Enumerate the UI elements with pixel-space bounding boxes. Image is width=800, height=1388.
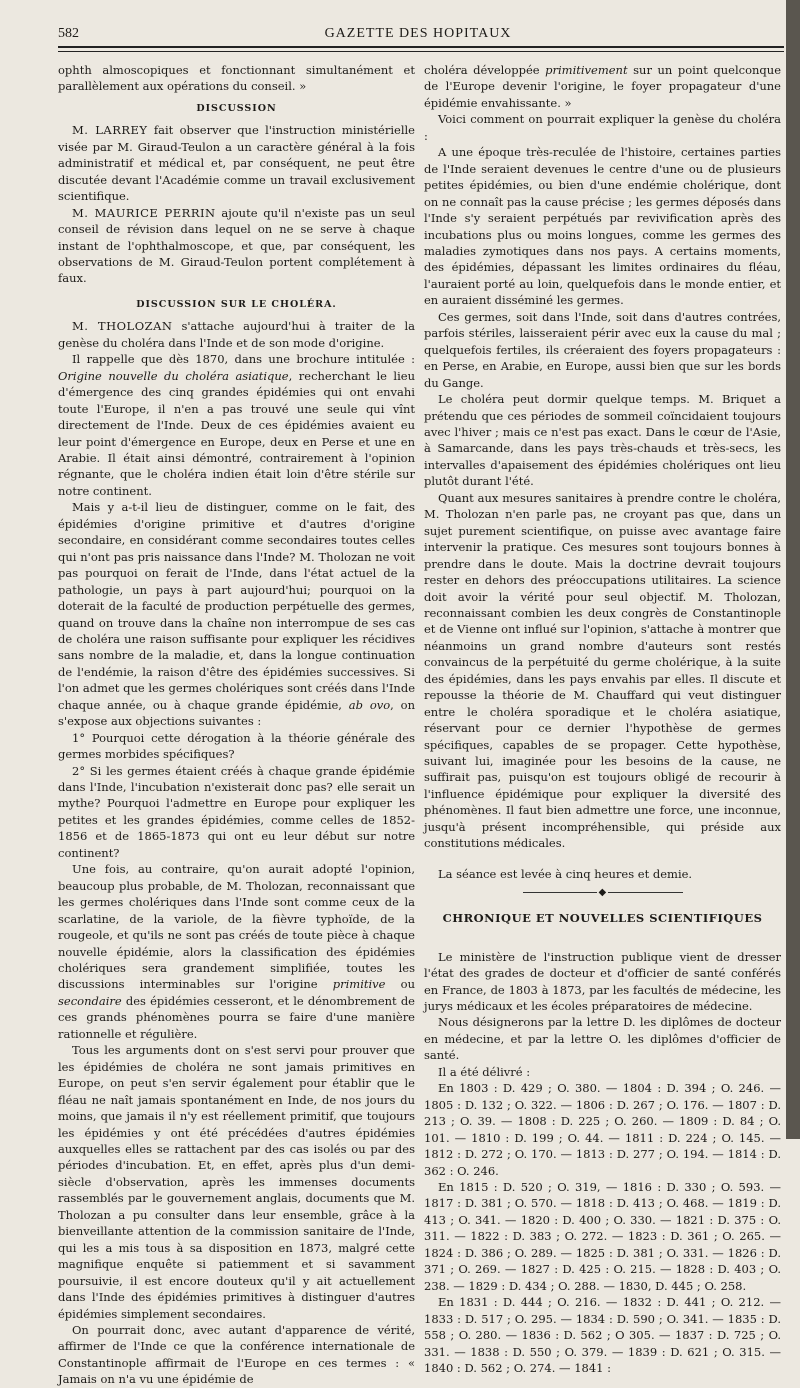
paragraph-text: ou bbox=[385, 977, 415, 992]
paragraph bbox=[424, 62, 781, 111]
paragraph: Nous désignerons par la lettre D. les diplômes de docteur en médecine, et par la lettre O. les diplômes d'officier de santé. bbox=[424, 1015, 781, 1063]
page-edge-shadow bbox=[786, 0, 800, 1139]
right-column bbox=[424, 62, 781, 1376]
journal-title: GAZETTE DES HOPITAUX bbox=[324, 26, 512, 41]
paragraph bbox=[58, 861, 415, 1042]
emphasis: primitivement bbox=[545, 63, 628, 77]
paragraph-text: Il rappelle que dès 1870, dans une brochure intitulée : bbox=[72, 352, 415, 367]
paragraph-text: ajoute qu'il n'existe pas un seul conseil de révision dans lequel on ne se serve à chaque instant de l'ophthalmoscope, et que, par conséquent, les observations de M. Giraud-Teulon portent complétement à faux. bbox=[58, 205, 415, 286]
paragraph: Ces germes, soit dans l'Inde, soit dans d'autres contrées, parfois stériles, laisseraient périr avec eux la cause du mal ; quelquefois fertiles, ils créeraient des foyers propagateurs : en Perse, en Arabie, en Europe, aussi bien que sur les bords du Gange. bbox=[424, 309, 781, 390]
spacer bbox=[424, 939, 781, 949]
paragraph: ophth almoscopiques et fonctionnant simultanément et parallèlement aux opérations du conseil. » bbox=[58, 63, 415, 94]
paragraph-text: sur un point quelconque de l'Europe devenir l'origine, le foyer propagateur d'une épidémie envahissante. » bbox=[424, 63, 782, 110]
paragraph bbox=[58, 205, 415, 287]
paragraph: Voici comment on pourrait expliquer la genèse du choléra : bbox=[424, 112, 781, 143]
paragraph: Le ministère de l'instruction publique vient de dresser l'état des grades de docteur et d'officier de santé conférés en France, de 1803 à 1873, par les facultés de médecine, les jurys médicaux et les écoles préparatoires de médecine. bbox=[424, 949, 781, 1014]
speaker-name: M. LARREY bbox=[72, 123, 148, 138]
latin-phrase: ab ovo bbox=[348, 697, 391, 712]
left-column bbox=[58, 62, 415, 1388]
paragraph: En 1831 : D. 444 ; O. 216. — 1832 : D. 441 ; O. 212. — 1833 : D. 517 ; O. 295. — 1834 : D. 590 ; O. 341. — 1835 : D. 558 ; O. 280. — 1836 : D. 562 ; O 305. — 1837 : D. 725 ; O. 331. — 1838 : D. 550 ; O. 379. — 1839 : D. 621 ; O. 315. — 1840 : D. 562 ; O. 274. — 1841 : bbox=[424, 1295, 781, 1375]
paragraph-text: Mais y a-t-il lieu de distinguer, comme on le fait, des épidémies d'origine primitive et d'autres d'origine secondaire, en considérant comme secondaires toutes celles qui n'ont pas pris naissance dans l'Inde? M. Tholozan ne voit pas pourquoi on ferait de l'Inde, dans l'état actuel de la pathologie, un pays à part aujourd'hui; pourquoi on la doterait de la faculté de production perpétuelle des germes, quand on trouve dans la chaîne non interrompue de ses cas de choléra une raison suffisante pour expliquer les récidives sans nombre de la maladie, et, dans la longue continuation de l'endémie, la raison d'être des épidémies successives. Si l'on admet que les germes cholériques sont créés dans l'Inde chaque année, ou à chaque grande épidémie, bbox=[58, 500, 415, 712]
header-rule-thin bbox=[58, 51, 784, 52]
speaker-name: M. MAURICE PERRIN bbox=[72, 205, 216, 220]
paragraph: Le choléra peut dormir quelque temps. M. Briquet a prétendu que ces périodes de sommeil coïncidaient toujours avec l'hiver ; mais ce n'est pas exact. Dans le cœur de l'Asie, à Samarcande, dans les pays très-chauds et très-secs, les intervalles d'apaisement des épidémies cholériques ont lieu plutôt durant l'été. bbox=[424, 392, 781, 489]
paragraph-text: s'attache aujourd'hui à traiter de la genèse du choléra dans l'Inde et de son mode d'origine. bbox=[58, 319, 415, 350]
book-title: Origine nouvelle du choléra asiatique bbox=[58, 368, 289, 383]
paragraph: 1° Pourquoi cette dérogation à la théorie générale des germes morbides spécifiques? bbox=[58, 730, 415, 762]
paragraph: Quant aux mesures sanitaires à prendre contre le choléra, M. Tholozan n'en parle pas, ne croyant pas que, dans un sujet purement scientifique, on puisse avec avantage faire intervenir la pratique. Ces mesures sont toujours bonnes à prendre dans le doute. Mais la doctrine devrait toujours rester en dehors des préoccupations utilitaires. La science doit avoir la vérité pour seul objectif. M. Tholozan, reconnaissant combien les deux congrès de Constantinople et de Vienne ont influé sur l'opinion, s'attache à montrer que néanmoins un grand nombre d'auteurs sont restés convaincus de la perpétuité du germe cholérique, à la suite des épidémies, dans les pays envahis par elles. Il discute et repousse la théorie de M. Chauffard qui veut distinguer entre le choléra sporadique et le choléra asiatique, réservant pour ce dernier l'hypothèse de germes spécifiques, capables de se propager. Cette hypothèse, suivant lui, imaginée pour les besoins de la cause, ne suffirait pas, puisqu'on est toujours obligé de recourir à l'influence épidémique pour expliquer la diversité des phénomènes. Il faut bien admettre une force, une inconnue, jusqu'à présent incompréhensible, qui préside aux constitutions médicales. bbox=[424, 490, 781, 851]
paragraph: En 1803 : D. 429 ; O. 380. — 1804 : D. 394 ; O. 246. — 1805 : D. 132 ; O. 322. — 1806 : D. 267 ; O. 176. — 1807 : D. 213 ; O. 39. — 1808 : D. 225 ; O. 260. — 1809 : D. 84 ; O. 101. — 1810 : D. 199 ; O. 44. — 1811 : D. 224 ; O. 145. — 1812 : D. 272 ; O. 170. — 1813 : D. 277 ; O. 194. — 1814 : D. 362 : O. 246. bbox=[424, 1081, 781, 1178]
paragraph-text: fait observer que l'instruction ministérielle visée par M. Giraud-Teulon a un caractère général à la fois administratif et médical et, par conséquent, ne peut être discutée devant l'Académie comme un travail exclusivement scientifique. bbox=[58, 123, 415, 204]
paragraph: A une époque très-reculée de l'histoire, certaines parties de l'Inde seraient devenues le centre d'une ou de plusieurs petites épidémies, ou bien d'une endémie cholérique, dont on ne connaît pas la cause précise ; les germes déposés dans l'Inde s'y seraient perpétués par revivification après des incubations plus ou moins longues, comme les germes des maladies zymotiques dans nos pays. A certains moments, des épidémies, dépassant les limites ordinaires du fléau, l'auraient porté au loin, quelquefois dans le monde entier, et en auraient disséminé les germes. bbox=[424, 145, 781, 308]
paragraph: Il a été délivré : bbox=[438, 1064, 531, 1079]
paragraph bbox=[58, 122, 415, 204]
page-header bbox=[58, 22, 778, 44]
section-title-chronique: CHRONIQUE ET NOUVELLES SCIENTIFIQUES bbox=[442, 911, 763, 926]
paragraph-text: des épidémies cesseront, et le dénombrement de ces grands phénomènes pourra se faire d'une manière rationnelle et régulière. bbox=[58, 993, 415, 1041]
section-title-discussion: DISCUSSION bbox=[196, 102, 277, 114]
paragraph: 2° Si les germes étaient créés à chaque grande épidémie dans l'Inde, l'incubation n'existerait donc pas? elle serait un mythe? Pourquoi l'admettre en Europe pour expliquer les petites et les grandes épidémies, comme celles de 1852-1856 et de 1865-1873 qui ont eu leur début sur notre continent? bbox=[58, 763, 415, 860]
emphasis: secondaire bbox=[58, 993, 122, 1008]
page-number: 582 bbox=[58, 26, 79, 41]
paragraph-text: , recherchant le lieu d'émergence des cinq grandes épidémies qui ont envahi toute l'Europe, il n'en a pas trouvé une seule qui vînt directement de l'Inde. Deux de ces épidémies avaient eu leur point d'émergence en Europe, deux en Perse et une en Arabie. Il était ainsi démontré, contrairement à l'opinion régnante, que le choléra indien était loin d'être stérile sur notre continent. bbox=[58, 368, 416, 498]
section-title-cholera: DISCUSSION SUR LE CHOLÉRA. bbox=[136, 298, 337, 310]
paragraph bbox=[58, 351, 415, 499]
paragraph bbox=[58, 499, 415, 729]
paragraph-text: , on s'expose aux objections suivantes : bbox=[58, 697, 415, 729]
paragraph: En 1815 : D. 520 ; O. 319, — 1816 : D. 330 ; O. 593. — 1817 : D. 381 ; O. 570. — 1818 : D. 413 ; O. 468. — 1819 : D. 413 ; O. 341. — 1820 : D. 400 ; O. 330. — 1821 : D. 375 : O. 311. — 1822 : D. 383 ; O. 272. — 1823 : D. 361 ; O. 265. — 1824 : D. 386 ; O. 289. — 1825 : D. 381 ; O. 331. — 1826 : D. 371 ; O. 269. — 1827 : D. 425 : O. 215. — 1828 : D. 403 ; O. 238. — 1829 : D. 434 ; O. 288. — 1830, D. 445 ; O. 258. bbox=[424, 1180, 781, 1293]
speaker-name: M. THOLOZAN bbox=[72, 319, 173, 334]
paragraph-text: choléra développée bbox=[424, 63, 546, 77]
paragraph: La séance est levée à cinq heures et demie. bbox=[438, 866, 693, 881]
paragraph: On pourrait donc, avec autant d'apparence de vérité, affirmer de l'Inde ce que la conférence internationale de Constantinople affirmait de l'Europe en ces termes : « Jamais on n'a vu une épidémie de bbox=[58, 1322, 415, 1387]
paragraph: Tous les arguments dont on s'est servi pour prouver que les épidémies de choléra ne sont jamais primitives en Europe, on peut s'en servir également pour établir que le fléau ne naît jamais spontanément en Inde, de nos jours du moins, que jamais il n'y est réellement primitif, que toujours les épidémies y ont été précédées d'autres épidémies auxquelles elles se rattachent par des cas isolés ou par des périodes d'incubation. Et, en effet, après plus d'un demi-siècle d'observation, après les immenses documents rassemblés par le gouvernement anglais, documents que M. Tholozan a pu consulter dans leur ensemble, grâce à la bienveillante attention de la commission sanitaire de l'Inde, qui les a mis tous à sa disposition en 1873, malgré cette magnifique enquête si patiemment et si savamment poursuivie, il est encore douteux qu'il y ait actuellement dans l'Inde des épidémies primitives à distinguer d'autres épidémies simplement secondaires. bbox=[58, 1043, 415, 1321]
paragraph bbox=[58, 318, 415, 351]
header-rule-thick bbox=[58, 46, 784, 48]
separator-diamond-icon: ◆ bbox=[598, 887, 607, 899]
emphasis: primitive bbox=[332, 977, 386, 992]
paragraph-text: Une fois, au contraire, qu'on aurait adopté l'opinion, beaucoup plus probable, de M. Tholozan, reconnaissant que les germes cholériques dans l'Inde sont comme ceux de la scarlatine, de la variole, de la fièvre typhoïde, de la rougeole, et qu'ils ne sont pas créés de toute pièce à chaque nouvelle épidémie, alors la classification des épidémies cholériques sera grandement simplifiée, toutes les discussions interminables sur l'origine bbox=[58, 862, 415, 992]
ornamental-separator bbox=[523, 886, 683, 898]
